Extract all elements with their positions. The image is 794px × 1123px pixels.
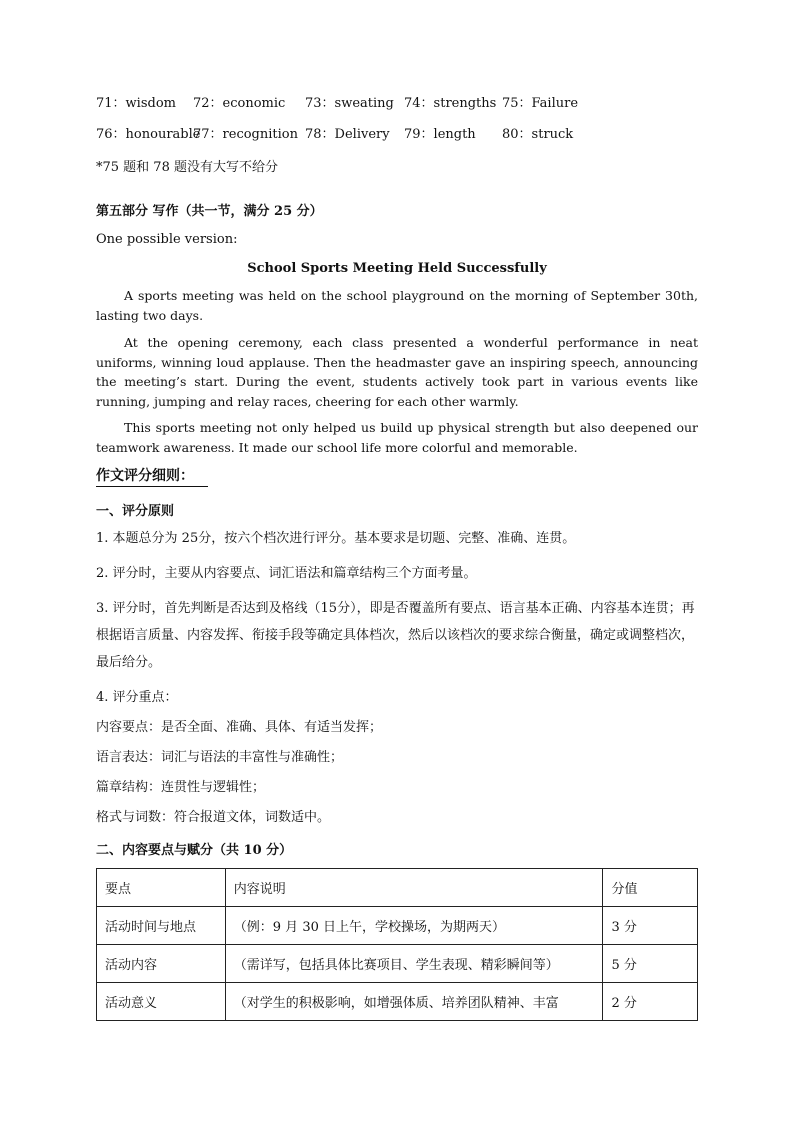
writing-section-heading: 第五部分 写作（共一节，满分 25 分） [96,204,323,219]
table-cell: 3 分 [603,907,698,945]
answer-74: 74：strengths [404,96,497,111]
rule-2: 2. 评分时，主要从内容要点、词汇语法和篇章结构三个方面考量。 [96,566,477,581]
focus-format: 格式与词数：符合报道文体，词数适中。 [96,810,331,825]
essay-paragraph-2: At the opening ceremony, each class presented a wonderful performance in neat uniforms, winning loud applause. Then the headmaster gave an inspiring speech, announcing the meeting’s start. During the event, students actively took part in various events like running, jumping and relay races, cheering for each other warmly. [96,335,698,409]
header-cell: 分值 [603,869,698,907]
table-header-row [97,869,698,907]
table-cell: 活动意义 [97,983,226,1021]
focus-structure: 篇章结构：连贯性与逻辑性； [96,780,266,795]
rule-3: 3. 评分时，首先判断是否达到及格线（15分），即是否覆盖所有要点、语言基本正确、内容基本连贯；再根据语言质量、内容发挥、衔接手段等确定具体档次，然后以该档次的要求综合衡量，确定或调整档次，最后给分。 [96,601,695,670]
table-row [97,907,698,945]
table-cell: 活动内容 [97,945,226,983]
content-points-heading: 二、内容要点与赋分（共 10 分） [96,843,293,858]
answer-79: 79：length [404,127,476,142]
scoring-table [96,868,698,1021]
essay-title: School Sports Meeting Held Successfully [247,261,547,276]
rubric-title: 作文评分细则： [96,465,208,487]
version-label: One possible version: [96,232,238,247]
answer-76: 76：honourable [96,127,201,142]
essay-paragraph-1: A sports meeting was held on the school playground on the morning of September 30th, lasting two days. [96,288,698,323]
capitalization-note: *75 题和 78 题没有大写不给分 [96,160,278,175]
table-row [97,945,698,983]
table-cell: 5 分 [603,945,698,983]
table-cell: （对学生的积极影响，如增强体质、培养团队精神、丰富 [225,983,603,1021]
focus-content: 内容要点：是否全面、准确、具体、有适当发挥； [96,720,383,735]
answer-75: 75：Failure [502,96,579,111]
answer-73: 73：sweating [305,96,394,111]
answer-78: 78：Delivery [305,127,390,142]
rule-4: 4. 评分重点： [96,690,178,705]
table-cell: （需详写，包括具体比赛项目、学生表现、精彩瞬间等） [225,945,603,983]
essay-paragraph-3: This sports meeting not only helped us build up physical strength but also deepened our teamwork awareness. It made our school life more colorful and memorable. [96,420,698,455]
rule-1: 1. 本题总分为 25分，按六个档次进行评分。基本要求是切题、完整、准确、连贯。 [96,531,576,546]
focus-language: 语言表达：词汇与语法的丰富性与准确性； [96,750,344,765]
table-cell: （例：9 月 30 日上午，学校操场，为期两天） [225,907,603,945]
table-cell: 活动时间与地点 [97,907,226,945]
principles-heading: 一、评分原则 [96,504,175,519]
table-row [97,983,698,1021]
header-cell: 要点 [97,869,226,907]
table-cell: 2 分 [603,983,698,1021]
answer-77: 77：recognition [193,127,298,142]
answer-80: 80：struck [502,127,574,142]
answer-71: 71：wisdom [96,96,176,111]
answer-72: 72：economic [193,96,286,111]
header-cell: 内容说明 [225,869,603,907]
